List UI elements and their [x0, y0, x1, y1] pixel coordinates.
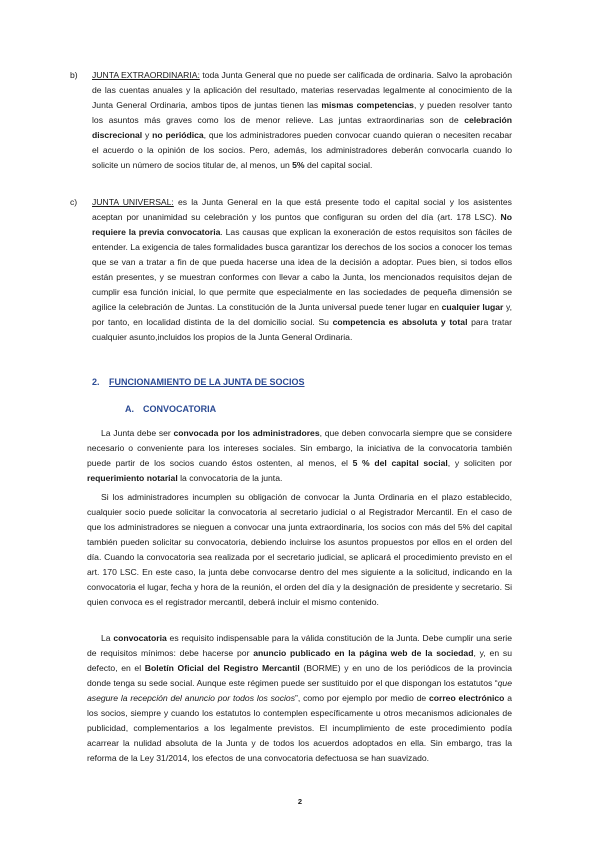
text-run: requerimiento notarial: [87, 473, 178, 483]
text-run: La: [101, 633, 114, 643]
text-run: y, por tanto, en localidad distinta de la del domicilio social. Su: [92, 302, 513, 327]
paragraph: [87, 490, 512, 610]
text-run: ”, como por ejemplo por medio de: [295, 693, 429, 703]
text-run: , y, en su defecto, en el: [87, 648, 512, 673]
text-run: JUNTA UNIVERSAL:: [92, 197, 174, 207]
text-run: cualquier lugar: [441, 302, 504, 312]
list-item-junta-extraordinaria: [70, 68, 512, 173]
text-run: y: [142, 130, 153, 140]
text-run: que asegure la recepción del anuncio por todos los socios: [87, 678, 512, 703]
text-run: del capital social.: [304, 160, 373, 170]
text-run: No requiere la previa convocatoria: [92, 212, 512, 237]
text-run: Si los administradores incumplen su obligación de convocar la Junta Ordinaria en el plazo establecido, cualquier socio puede solicitar la convocatoria al secretario judicial o al Registrador Mercantil. En el caso de que los administradores se nieguen a convocar una junta extraordinaria, los socios con más del 5% del capital también pueden solicitar su convocatoria, debiendo incluirse los asuntos propuestos por ellos en el orden del día. Cuando la convocatoria sea realizada por el secretario judicial, se aplicará el procedimiento previsto en el art. 170 LSC. En este caso, la junta debe convocarse dentro del mes siguiente a la solicitud, indicando en la convocatoria el lugar, fecha y hora de la reunión, el orden del día y la designación de presidente y secretario. Si quien convoca es el registrador mercantil, deberá incluir el mismo contenido.: [87, 492, 512, 607]
text-run: a los socios, siempre y cuando los estatutos lo contemplen específicamente u otros mecanismos adicionales de publicidad, complementarios a los legalmente previstos. El incumplimiento de este procedimiento podía acarrear la nulidad absoluta de la Junta y de todos los acuerdos adoptados en ella. Sin embargo, tras la reforma de la Ley 31/2014, los efectos de una convocatoria defectuosa se han suavizado.: [87, 693, 512, 763]
paragraph: [87, 426, 512, 486]
text-run: anuncio publicado en la página web de la sociedad: [253, 648, 474, 658]
list-item-letter: b): [70, 70, 78, 80]
list-item-junta-universal: [70, 195, 513, 345]
text-run: correo electrónico: [428, 693, 505, 703]
paragraph: [87, 631, 512, 766]
text-run: . Las causas que explican la exoneración de estos requisitos son fáciles de entender. La exigencia de tales formalidades busca garantizar los derechos de los socios a conocer los temas que se van a tratar a fin de que pueda hacerse una idea de la decisión a adoptar. Pues bien, si todos ellos están presentes, y se muestran conformes con llevar a cabo la Junta, los mencionados requisitos dejan de cumplir esa función inicial, lo que permite que especialmente en las sociedades de pequeña dimensión se agilice la celebración de Juntas. La constitución de la Junta universal puede tener lugar en: [92, 227, 513, 312]
text-run: para tratar cualquier asunto,incluidos los propios de la Junta General Ordinaria.: [92, 317, 512, 342]
text-run: , y pueden resolver tanto los asuntos más graves como los de menor relieve. Las juntas extraordinarias son de: [92, 100, 512, 125]
text-run: La Junta debe ser: [101, 428, 174, 438]
text-run: celebración discrecional: [92, 115, 512, 140]
section-heading: [92, 377, 512, 387]
section-title: FUNCIONAMIENTO DE LA JUNTA DE SOCIOS: [109, 377, 305, 387]
paragraph-text: [87, 631, 512, 766]
page-number: 2: [297, 797, 303, 806]
subsection-heading: [125, 404, 505, 414]
text-run: , que los administradores pueden convocar cuando quieran o necesiten recabar el acuerdo o la opinión de los socios. Pero, además, los administradores deberán convocarla cuando lo solicite un número de socios titular de, al menos, un: [92, 130, 512, 170]
list-item-letter: c): [70, 197, 78, 207]
list-item-text: [92, 195, 512, 345]
text-run: convocada por los administradores: [173, 428, 320, 438]
text-run: , y soliciten por: [447, 458, 512, 468]
text-run: mismas competencias: [321, 100, 414, 110]
text-run: no periódica: [152, 130, 204, 140]
text-run: , que deben convocarla siempre que se considere necesario o conveniente para los intereses sociales. Sin embargo, la iniciativa de la convocatoria también puede partir de los socios cuando éstos ostenten, al menos, el: [87, 428, 512, 468]
section-number: 2.: [92, 377, 100, 387]
text-run: (BORME) y en uno de los periódicos de la provincia donde tenga su sede social. Aunque este régimen puede ser sustituido por el que dispongan los estatutos “: [87, 663, 512, 688]
list-item-text: [92, 68, 512, 173]
text-run: JUNTA EXTRAORDINARIA:: [92, 70, 200, 80]
paragraph-text: [87, 490, 512, 610]
text-run: convocatoria: [113, 633, 167, 643]
text-run: la convocatoria de la junta.: [177, 473, 283, 483]
text-run: es la Junta General en la que está presente todo el capital social y los asistentes aceptan por unanimidad su celebración y los puntos que configuran su orden del día (art. 178 LSC).: [92, 197, 512, 222]
text-run: 5 % del capital social: [352, 458, 448, 468]
subsection-letter: A.: [125, 404, 134, 414]
text-run: toda Junta General que no puede ser calificada de ordinaria. Salvo la aprobación de las cuentas anuales y la aplicación del resultado, materias reservadas legalmente al conocimiento de la Junta General Ordinaria, ambos tipos de juntas tienen las: [92, 70, 512, 110]
text-run: es requisito indispensable para la válida constitución de la Junta. Debe cumplir una serie de requisitos mínimos: debe hacerse por: [87, 633, 512, 658]
paragraph-text: [87, 426, 512, 486]
text-run: Boletín Oficial del Registro Mercantil: [144, 663, 300, 673]
subsection-title: CONVOCATORIA: [143, 404, 217, 414]
text-run: competencia es absoluta y total: [332, 317, 468, 327]
text-run: 5%: [292, 160, 305, 170]
